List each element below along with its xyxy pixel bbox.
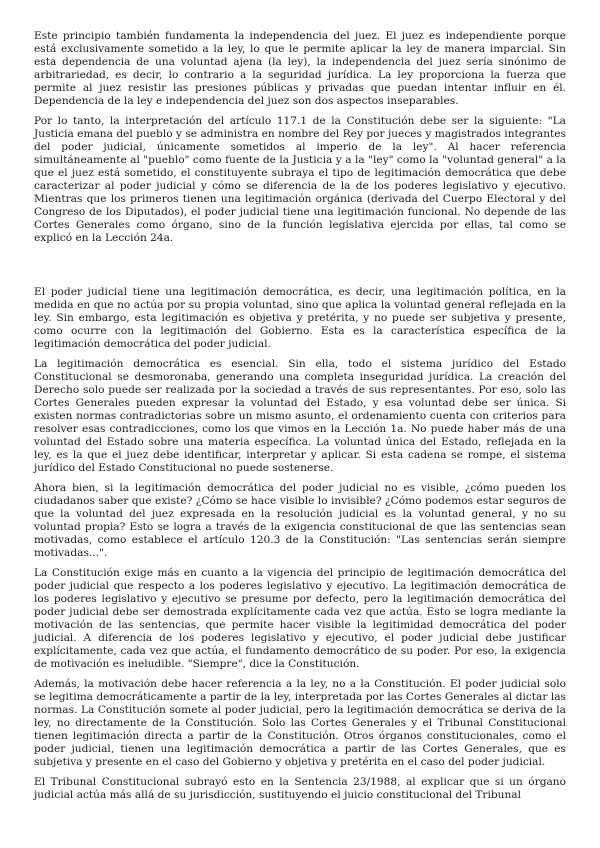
paragraph-tribunal-constitucional: El Tribunal Constitucional subrayó esto en la Sentencia 23/1988, al explicar que si un órgano judicial actúa más allá de su jurisdicción, sustituyendo el juicio constitucional del Tribunal — [34, 776, 566, 801]
section-gap — [34, 252, 566, 286]
paragraph-legitimacion-democratica: El poder judicial tiene una legitimación democrática, es decir, una legitimación política, en la medida en que no actúa por su propia voluntad, sino que aplica la voluntad general reflejada en la ley. Sin embargo, esta legitimación es objetiva y pretérita, y no puede ser subjetiva y presente, como ocurre con la legitimación del Gobierno. Esta es la característica específica de la legitimación democrática del poder judicial. — [34, 286, 566, 350]
paragraph-exigencia-motivacion: La Constitución exige más en cuanto a la vigencia del principio de legitimación democrática del poder judicial que respecto a los poderes legislativo y ejecutivo. La legitimación democrática de los poderes legislativo y ejecutivo se presume por defecto, pero la legitimación democrática del poder judicial debe ser demostrada explícitamente cada vez que actúa. Esto se logra mediante la motivación de las sentencias, que permite hacer visible la legitimidad democrática del poder judicial. A diferencia de los poderes legislativo y ejecutivo, el poder judicial debe justificar explícitamente, cada vez que actúa, el fundamento democrático de su poder. Por eso, la exigencia de motivación es ineludible. "Siempre", dice la Constitución. — [34, 567, 566, 670]
document-page — [34, 30, 566, 809]
paragraph-legitimacion-esencial: La legitimación democrática es esencial. Sin ella, todo el sistema jurídico del Estado Constitucional se desmoronaba, generando una completa inseguridad jurídica. La creación del Derecho solo puede ser realizada por la sociedad a través de sus representantes. Por eso, solo las Cortes Generales pueden expresar la voluntad del Estado, y esa voluntad debe ser única. Si existen normas contradictorias sobre un mismo asunto, el ordenamiento cuenta con criterios para resolver esas contradicciones, como los que vimos en la Lección 1a. No puede haber más de una voluntad del Estado sobre una materia específica. La voluntad única del Estado, reflejada en la ley, es la que el juez debe identificar, interpretar y aplicar. Si esta cadena se rompe, el sistema jurídico del Estado Constitucional no puede sostenerse. — [34, 358, 566, 474]
paragraph-independencia-del-juez: Este principio también fundamenta la independencia del juez. El juez es independiente porque está exclusivamente sometido a la ley, lo que le permite aplicar la ley de manera imparcial. Sin esta dependencia de una voluntad ajena (la ley), la independencia del juez sería sinónimo de arbitrariedad, es decir, lo contrario a la seguridad jurídica. La ley proporciona la fuerza que permite al juez resistir las presiones públicas y privadas que puedan intentar influir en él. Dependencia de la ley e independencia del juez son dos aspectos inseparables. — [34, 30, 566, 107]
paragraph-articulo-117: Por lo tanto, la interpretación del artículo 117.1 de la Constitución debe ser la siguiente: "La Justicia emana del pueblo y se administra en nombre del Rey por jueces y magistrados integrantes del poder judicial, únicamente sometidos al imperio de la ley". Al hacer referencia simultáneamente al "pueblo" como fuente de la Justicia y a la "ley" como la "voluntad general" a la que el juez está sometido, el constituyente subraya el tipo de legitimación democrática que debe caracterizar al poder judicial y cómo se diferencia de la de los poderes legislativo y ejecutivo. Mientras que los primeros tienen una legitimación orgánica (derivada del Cuerpo Electoral y del Congreso de los Diputados), el poder judicial tiene una legitimación funcional. No depende de las Cortes Generales como órgano, sino de la función legislativa ejercida por ellas, tal como se explicó en la Lección 24a. — [34, 115, 566, 244]
paragraph-motivacion-ley: Además, la motivación debe hacer referencia a la ley, no a la Constitución. El poder judicial solo se legitima democráticamente a partir de la ley, interpretada por las Cortes Generales al dictar las normas. La Constitución somete al poder judicial, pero la legitimación democrática se deriva de la ley, no directamente de la Constitución. Solo las Cortes Generales y el Tribunal Constitucional tienen legitimación directa a partir de la Constitución. Otros órganos constitucionales, como el poder judicial, tienen una legitimación democrática a partir de las Cortes Generales, que es subjetiva y presente en el caso del Gobierno y objetiva y pretérita en el caso del poder judicial. — [34, 678, 566, 768]
paragraph-visibilidad-legitimacion: Ahora bien, si la legitimación democrática del poder judicial no es visible, ¿cómo pueden los ciudadanos saber que existe? ¿Cómo se hace visible lo invisible? ¿Cómo podemos estar seguros de que la voluntad del juez expresada en la resolución judicial es la voluntad general, y no su voluntad propia? Esto se logra a través de la exigencia constitucional de que las sentencias sean motivadas, como establece el artículo 120.3 de la Constitución: "Las sentencias serán siempre motivadas...". — [34, 482, 566, 559]
